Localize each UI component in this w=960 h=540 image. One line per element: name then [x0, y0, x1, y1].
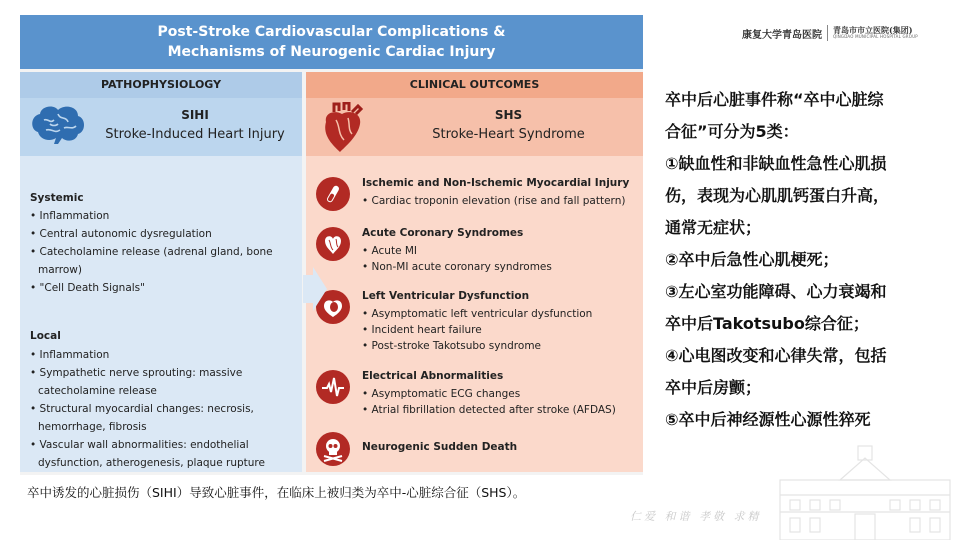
systemic-item: • Inflammation — [30, 210, 110, 222]
logo-right-top: 青岛市市立医院(集团) — [833, 25, 913, 36]
local-item: • Vascular wall abnormalities: endothelial dysfunction, atherogenesis, plaque rupture — [30, 439, 265, 469]
outcome-title: Electrical Abnormalities — [362, 370, 504, 382]
outcome-list — [362, 193, 625, 209]
heart-vessels-icon — [316, 227, 350, 261]
logo-main-text: 康复大学青岛医院 — [742, 29, 822, 41]
pathophysiology-panel — [20, 156, 302, 472]
outcome-list — [362, 306, 592, 354]
local-item: • Sympathetic nerve sprouting: massive catecholamine release — [30, 367, 243, 397]
hospital-motto: 仁爱 和谐 孝敬 求精 — [630, 510, 762, 523]
test-tube-icon — [316, 177, 350, 211]
logo-right — [833, 26, 918, 39]
outcome-item: • Acute MI — [362, 245, 418, 257]
summary-line: ⑤卒中后神经源性心源性猝死 — [665, 410, 871, 429]
local-title: Local — [30, 330, 61, 342]
outcome-title: Acute Coronary Syndromes — [362, 227, 524, 239]
figure — [20, 15, 643, 475]
ecg-icon — [316, 370, 350, 404]
systemic-item: • Central autonomic dysregulation — [30, 228, 212, 240]
summary-line: 伤，表现为心肌肌钙蛋白升高， — [665, 186, 890, 205]
outcome-title: Ischemic and Non-Ischemic Myocardial Injury — [362, 177, 630, 189]
outcome-item: • Non-MI acute coronary syndromes — [362, 261, 552, 273]
shs-full: Stroke-Heart Syndrome — [432, 127, 585, 142]
skull-icon — [316, 432, 350, 466]
summary-text — [665, 84, 955, 436]
summary-line: 卒中后心脏事件称“卒中心脏综 — [665, 90, 884, 109]
outcome-item: • Cardiac troponin elevation (rise and fall pattern) — [362, 195, 626, 207]
summary-line: ③左心室功能障碍、心力衰竭和 — [665, 282, 887, 301]
figure-caption: 卒中诱发的心脏损伤（SIHI）导致心脏事件，在临床上被归类为卒中-心脏综合征（SHS）。 — [27, 485, 526, 500]
summary-line: 合征”可分为5类： — [665, 122, 799, 141]
systemic-item: • "Cell Death Signals" — [30, 282, 145, 294]
summary-line: ①缺血性和非缺血性急性心肌损 — [665, 154, 887, 173]
brain-icon — [28, 102, 86, 152]
clinical-outcomes-panel — [306, 156, 643, 472]
systemic-title: Systemic — [30, 192, 84, 204]
shs-abbr: SHS — [494, 108, 523, 122]
outcome-title: Neurogenic Sudden Death — [362, 441, 518, 453]
outcome-item: • Asymptomatic left ventricular dysfunction — [362, 308, 593, 320]
clinical-outcomes-header: CLINICAL OUTCOMES — [306, 72, 643, 98]
outcome-item: • Asymptomatic ECG changes — [362, 388, 521, 400]
outcome-list — [362, 243, 552, 275]
summary-line: ②卒中后急性心肌梗死； — [665, 250, 839, 269]
summary-line: 卒中后房颤； — [665, 378, 762, 397]
systemic-item: • Catecholamine release (adrenal gland, bone marrow) — [30, 246, 273, 276]
shs-band — [306, 98, 643, 156]
hospital-logo — [742, 22, 952, 44]
heart-anatomy-icon — [314, 102, 372, 154]
local-item: • Inflammation — [30, 349, 110, 361]
sihi-band — [20, 98, 302, 156]
flow-arrow-icon — [303, 267, 327, 311]
outcome-title: Left Ventricular Dysfunction — [362, 290, 530, 302]
outcome-item: • Post-stroke Takotsubo syndrome — [362, 340, 542, 352]
systemic-list — [30, 207, 292, 297]
logo-divider — [827, 25, 828, 41]
local-item: • Structural myocardial changes: necrosis, hemorrhage, fibrosis — [30, 403, 254, 433]
sihi-full: Stroke-Induced Heart Injury — [105, 127, 285, 142]
building-watermark-icon — [770, 440, 960, 540]
outcome-item: • Atrial fibrillation detected after stroke (AFDAS) — [362, 404, 616, 416]
summary-line: 通常无症状； — [665, 218, 762, 237]
figure-title — [20, 15, 643, 69]
outcome-item: • Incident heart failure — [362, 324, 482, 336]
pathophysiology-header: PATHOPHYSIOLOGY — [20, 72, 302, 98]
local-list — [30, 346, 292, 472]
figure-title-line1: Post-Stroke Cardiovascular Complications & — [157, 24, 506, 40]
figure-title-line2: Mechanisms of Neurogenic Cardiac Injury — [167, 44, 496, 60]
summary-line: 卒中后Takotsubo综合征； — [665, 314, 869, 333]
sihi-abbr: SIHI — [181, 108, 209, 122]
logo-right-bottom: QINGDAO MUNICIPAL HOSPITAL GROUP — [833, 34, 918, 40]
outcome-list — [362, 386, 616, 418]
summary-line: ④心电图改变和心律失常，包括 — [665, 346, 887, 365]
